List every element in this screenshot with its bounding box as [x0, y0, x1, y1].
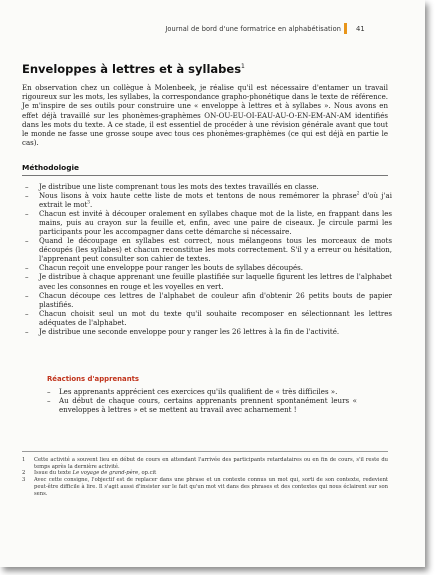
methodology-list	[22, 182, 392, 336]
list-item	[22, 182, 392, 191]
list-item-text: Nous lisons à voix haute cette liste de mots et tentons de nous remémorer la phrase	[39, 191, 357, 201]
page-number: 41	[356, 25, 365, 33]
list-item	[22, 209, 392, 236]
reactions-list	[47, 387, 357, 414]
list-item	[22, 272, 392, 290]
running-title: Journal de bord d'une formatrice en alphabétisation	[165, 25, 341, 33]
list-item-text-cont: d'où j'ai extrait le mot	[39, 191, 392, 210]
footnote-item	[22, 470, 388, 477]
footnote-ref-1[interactable]: 1	[241, 63, 245, 71]
list-item-text: Quand le découpage en syllabes est correct, nous mélangeons tous les morceaux de mots découpés (les syllabes) et chacun reconstitue les mots correctement. S'il y a erreur ou hésitation, l'apprenant peut consulter son cahier de textes.	[39, 236, 392, 264]
footnote-text: Avec cette consigne, l'objectif est de replacer dans une phrase et un contexte connus un mot qui, sorti de son contexte, redevient peut-être difficile à lire. Il s'agit aussi d'insister sur le fait qu'un mot vit dans des phrases et des contextes qui nous éclairent sur son sens.	[34, 477, 388, 497]
list-item	[22, 263, 392, 272]
page-title-text: Enveloppes à lettres et à syllabes	[22, 62, 242, 76]
list-item: – Au début de chaque cours, certains apprenants prennent spontanément leurs « enveloppes à lettres » et se mettent au travail avec acharnement !	[47, 396, 357, 414]
intro-paragraph: En observation chez un collègue à Molenbeek, je réalise qu'il est nécessaire d'entamer un travail rigoureux sur les mots, les syllabes, la correspondance grapho-phonétique dans le texte de référence. Je m'inspire de ses outils pour construire une « enveloppe à lettres et à syllabes ». Nous avons en effet déjà travaillé sur les phonèmes-graphèmes ON-OU-EU-OI-EAU-AU-O-EN-EM-AN-AM identifiés dans les mots du texte. A ce stade, il est essentiel de procéder à une révision générale avant que tout le monde ne fasse une grosse soupe avec tous ces phonèmes-graphèmes (ce qui est déjà en partie le cas).	[22, 83, 388, 148]
list-item-text: Je distribue une liste comprenant tous les mots des textes travaillés en classe.	[39, 182, 319, 191]
footnote-book-title: Le voyage de grand-père	[72, 470, 139, 477]
page-header	[0, 25, 425, 39]
list-item	[22, 191, 392, 209]
footnotes	[22, 457, 388, 497]
footnote-item	[22, 477, 388, 497]
footnote-text-suffix: , op.cit	[138, 470, 157, 477]
list-item	[22, 291, 392, 309]
footnote-ref-3[interactable]: 3	[87, 199, 90, 205]
footnote-text: Cette activité a souvent lieu en début de cours en attendant l'arrivée des participants retardataires ou en fin de cours, s'il reste du temps après la dernière activité.	[34, 457, 388, 470]
section-title-methodologie: Méthodologie	[22, 163, 80, 172]
list-item-text: Chacun découpe ces lettres de l'alphabet de couleur afin d'obtenir 26 petits bouts de papier plastifiés.	[39, 290, 392, 309]
list-item	[22, 327, 392, 336]
list-item-text: Je distribue à chaque apprenant une feuille plastifiée sur laquelle figurent les lettres de l'alphabet avec les consonnes en rouge et les voyelles en vert.	[39, 272, 392, 291]
section-divider	[22, 175, 388, 176]
footnote-ref-2[interactable]: 2	[356, 190, 360, 196]
list-item-text: Je distribue une seconde enveloppe pour y ranger les 26 lettres à la fin de l'activité.	[39, 326, 340, 336]
list-item-text: Chacun choisit seul un mot du texte qu'il souhaite recomposer en sélectionnant les lettres adéquates de l'alphabet.	[39, 308, 392, 327]
list-item	[22, 236, 392, 263]
list-item: – Les apprenants apprécient ces exercices qu'ils qualifient de « très difficiles ».	[47, 387, 357, 396]
list-item	[22, 309, 392, 327]
footnote-number: 1	[22, 457, 26, 463]
footnote-number: 3	[22, 477, 26, 484]
header-accent-bar	[344, 23, 347, 34]
footnote-item	[22, 457, 388, 470]
footnote-number: 2	[22, 470, 26, 477]
footnote-divider	[22, 451, 388, 452]
list-item-text: Chacun est invité à découper oralement en syllabes chaque mot de la liste, en frappant dans les mains, puis au crayon sur la feuille et, enfin, avec une paire de ciseaux. Je circule parmi les participants pour les accompagner dans cette démarche si nécessaire.	[39, 209, 392, 237]
footnote-text: Issue du texte	[34, 470, 73, 477]
page-title	[22, 62, 245, 76]
section-title-reactions: Réactions d'apprenants	[47, 375, 139, 383]
list-item-text-end: .	[89, 200, 93, 210]
list-item-text: Chacun reçoit une enveloppe pour ranger les bouts de syllabes découpés.	[39, 263, 303, 273]
